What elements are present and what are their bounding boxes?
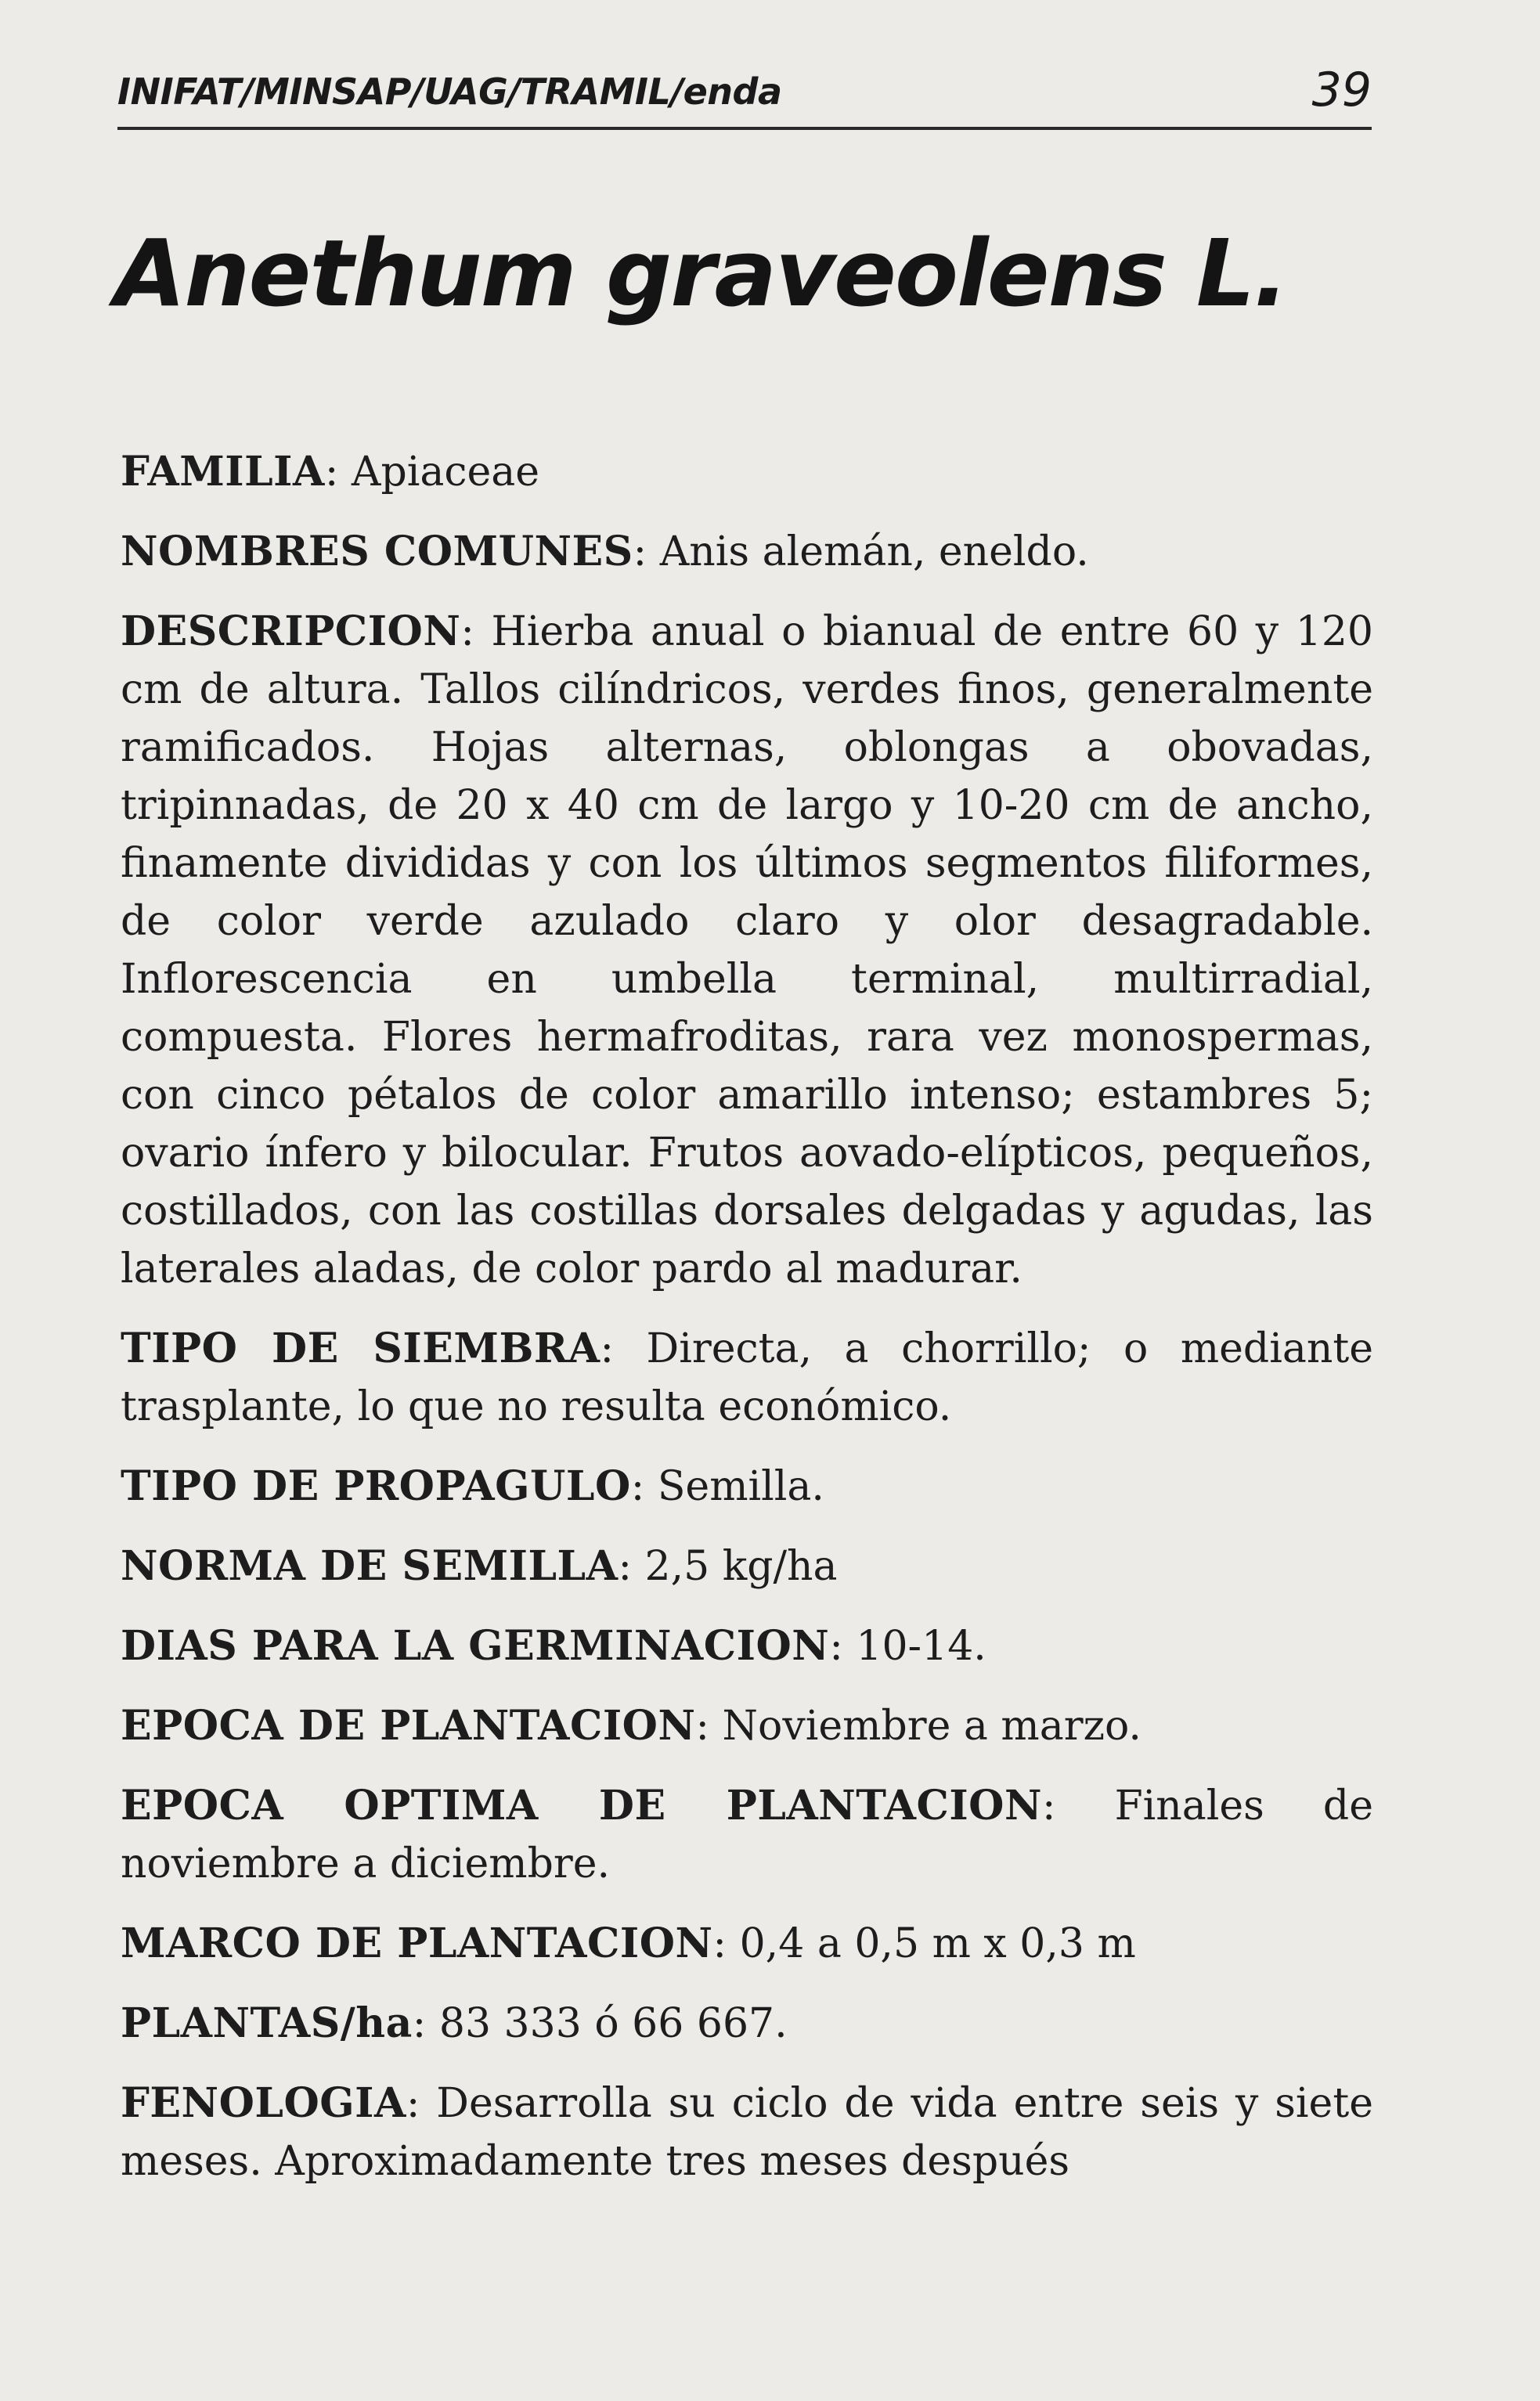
entry-dias-germinacion: DIAS PARA LA GERMINACION: 10-14. bbox=[121, 1622, 986, 1670]
page-number: 39 bbox=[1311, 63, 1372, 117]
entry-text: Noviembre a marzo. bbox=[722, 1703, 1141, 1750]
entry-norma-de-semilla: NORMA DE SEMILLA: 2,5 kg/ha bbox=[121, 1542, 838, 1590]
running-header bbox=[117, 63, 1372, 130]
entry-label: MARCO DE PLANTACION bbox=[121, 1920, 713, 1967]
entry-text: 10-14. bbox=[856, 1623, 986, 1670]
entry-label: DESCRIPCION bbox=[121, 607, 461, 655]
entry-label: FENOLOGIA bbox=[121, 2079, 406, 2127]
entry-text: Semilla. bbox=[657, 1463, 824, 1510]
entry-label: NOMBRES COMUNES bbox=[121, 528, 633, 575]
entry-text: Apiaceae bbox=[351, 449, 540, 496]
series-title: INIFAT/MINSAP/UAG/TRAMIL/enda bbox=[117, 70, 782, 113]
entry-fenologia: FENOLOGIA: Desarrolla su ciclo de vida entre seis y siete meses. Aproximadamente tres meses después bbox=[121, 2079, 1373, 2185]
entry-marco-de-plantacion: MARCO DE PLANTACION: 0,4 a 0,5 m x 0,3 m bbox=[121, 1920, 1136, 1967]
entry-text: 83 333 ó 66 667. bbox=[438, 2000, 788, 2047]
entry-text: 0,4 a 0,5 m x 0,3 m bbox=[739, 1920, 1136, 1967]
species-title: Anethum graveolens L. bbox=[114, 219, 1287, 327]
entry-text: Desarrolla su ciclo de vida entre seis y siete meses. Aproximadamente tres meses después bbox=[121, 2080, 1373, 2185]
entry-text: Finales de noviembre a diciembre. bbox=[121, 1783, 1373, 1887]
entry-label: FAMILIA bbox=[121, 448, 325, 496]
entry-epoca-de-plantacion: EPOCA DE PLANTACION: Noviembre a marzo. bbox=[121, 1702, 1141, 1750]
entry-label: EPOCA DE PLANTACION bbox=[121, 1702, 696, 1750]
species-description bbox=[121, 443, 1373, 2212]
entry-label: EPOCA OPTIMA DE PLANTACION bbox=[121, 1782, 1042, 1830]
entry-label: TIPO DE SIEMBRA bbox=[121, 1325, 600, 1372]
entry-label: NORMA DE SEMILLA bbox=[121, 1542, 619, 1590]
entry-label: TIPO DE PROPAGULO bbox=[121, 1462, 631, 1510]
entry-tipo-de-siembra: TIPO DE SIEMBRA: Directa, a chorrillo; o mediante trasplante, lo que no resulta económico. bbox=[121, 1325, 1373, 1430]
entry-text: Directa, a chorrillo; o mediante trasplante, lo que no resulta económico. bbox=[121, 1325, 1373, 1430]
entry-familia: FAMILIA: Apiaceae bbox=[121, 448, 540, 496]
entry-label: DIAS PARA LA GERMINACION bbox=[121, 1622, 830, 1670]
entry-text: Anis alemán, eneldo. bbox=[659, 528, 1089, 575]
entry-text: Hierba anual o bianual de entre 60 y 120 cm de altura. Tallos cilíndricos, verdes finos, generalmente ramificados. Hojas alternas, oblongas a obovadas, tripinnadas, de 20 x 40 cm de largo y 10-20 cm de ancho, finamente divididas y con los últimos segmentos filiformes, de color verde azulado claro y olor desagradable. Inflorescencia en umbella terminal, multirradial, compuesta. Flores hermafroditas, rara vez monospermas, con cinco pétalos de color amarillo intenso; estambres 5; ovario ínfero y bilocular. Frutos aovado-elípticos, pequeños, costillados, con las costillas dorsales delgadas y agudas, las laterales aladas, de color pardo al madurar. bbox=[121, 608, 1373, 1292]
entry-label: PLANTAS/ha bbox=[121, 1999, 413, 2047]
entry-epoca-optima: EPOCA OPTIMA DE PLANTACION: Finales de noviembre a diciembre. bbox=[121, 1782, 1373, 1887]
entry-plantas-ha: PLANTAS/ha: 83 333 ó 66 667. bbox=[121, 1999, 788, 2047]
entry-descripcion: DESCRIPCION: Hierba anual o bianual de entre 60 y 120 cm de altura. Tallos cilíndricos, verdes finos, generalmente ramificados. Hojas alternas, oblongas a obovadas, tripinnadas, de 20 x 40 cm de largo y 10-20 cm de ancho, finamente divididas y con los últimos segmentos filiformes, de color verde azulado claro y olor desagradable. Inflorescencia en umbella terminal, multirradial, compuesta. Flores hermafroditas, rara vez monospermas, con cinco pétalos de color amarillo intenso; estambres 5; ovario ínfero y bilocular. Frutos aovado-elípticos, pequeños, costillados, con las costillas dorsales delgadas y agudas, las laterales aladas, de color pardo al madurar. bbox=[121, 607, 1373, 1292]
entry-nombres-comunes: NOMBRES COMUNES: Anis alemán, eneldo. bbox=[121, 528, 1089, 575]
entry-text: 2,5 kg/ha bbox=[644, 1543, 838, 1590]
entry-tipo-de-propagulo: TIPO DE PROPAGULO: Semilla. bbox=[121, 1462, 824, 1510]
